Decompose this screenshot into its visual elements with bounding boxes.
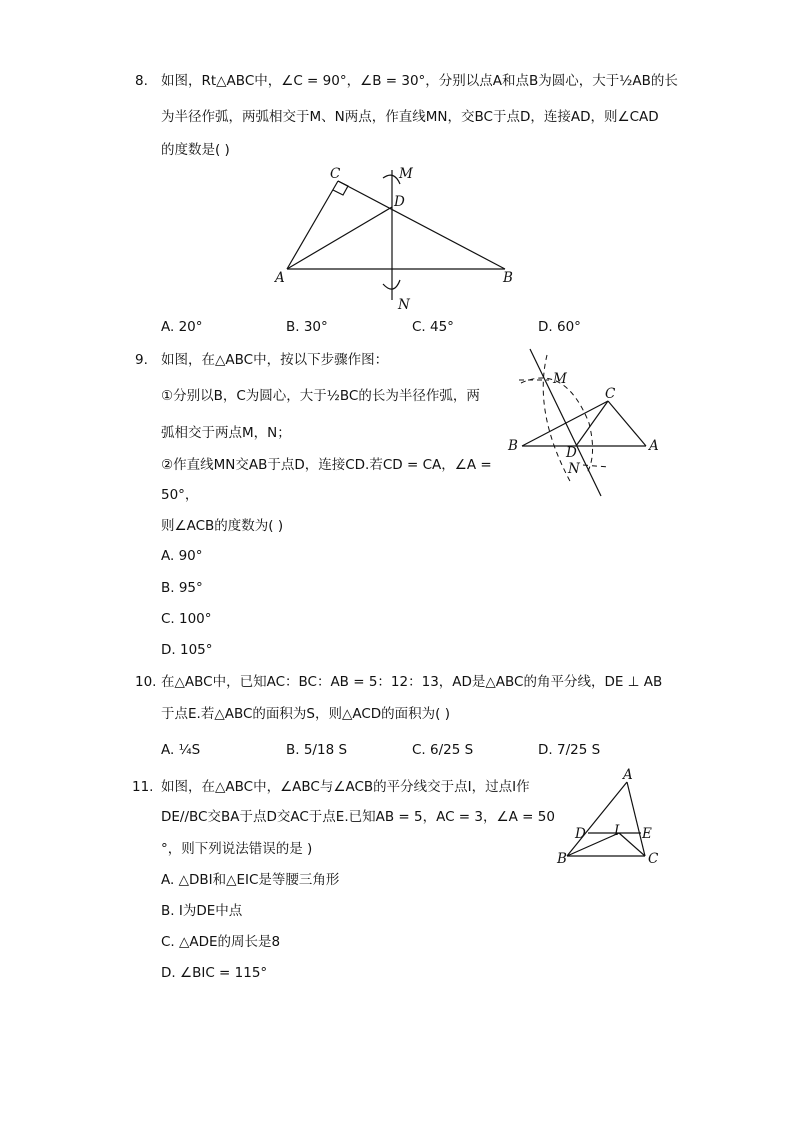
option-d[interactable]: D. ∠BIC = 115° (161, 965, 268, 981)
option-c[interactable]: C. 100° (161, 611, 212, 627)
figure-label-b: B (508, 438, 518, 454)
figure-label-m: M (553, 371, 567, 387)
question-number: 11. (132, 779, 154, 795)
option-a[interactable]: A. 20° (161, 319, 203, 335)
option-c[interactable]: C. 45° (412, 319, 454, 335)
question-text-line: 的度数是( ) (161, 142, 230, 158)
question-text-line: 50°， (161, 487, 199, 503)
side-ca (608, 401, 646, 446)
side-ab (567, 782, 627, 856)
figure-q9 (505, 343, 665, 498)
segment-ad (287, 207, 392, 269)
option-a[interactable]: A. 90° (161, 548, 203, 564)
figure-label-c: C (330, 166, 341, 182)
question-number: 8. (135, 73, 148, 89)
figure-label-b: B (557, 851, 567, 867)
segment-cd (576, 401, 608, 446)
option-b[interactable]: B. 95° (161, 580, 203, 596)
question-text-line: ①分别以B，C为圆心，大于½BC的长为半径作弧，两 (161, 388, 480, 404)
right-angle-mark (333, 181, 348, 195)
question-text-line: DE//BC交BA于点D交AC于点E.已知AB = 5，AC = 3，∠A = 50 (161, 809, 555, 825)
question-text-line: 为半径作弧，两弧相交于M、N两点，作直线MN，交BC于点D，连接AD，则∠CAD (161, 109, 659, 125)
question-text-line: 于点E.若△ABC的面积为S，则△ACD的面积为( ) (161, 706, 450, 722)
figure-label-d: D (394, 194, 405, 210)
question-text-line: 在△ABC中，已知AC：BC：AB = 5：12：13，AD是△ABC的角平分线，DE ⊥ AB (161, 674, 663, 690)
question-text-line: °，则下列说法错误的是 ) (161, 841, 313, 857)
figure-label-a: A (649, 438, 659, 454)
question-text-line: 如图，在△ABC中，∠ABC与∠ACB的平分线交于点I，过点I作 (161, 779, 530, 795)
figure-q8 (270, 162, 520, 314)
figure-label-b: B (503, 270, 513, 286)
option-d[interactable]: D. 7/25 S (538, 742, 601, 758)
option-b[interactable]: B. 30° (286, 319, 328, 335)
figure-label-e: E (642, 826, 652, 842)
option-a[interactable]: A. △DBI和△EIC是等腰三角形 (161, 872, 340, 888)
side-cb (338, 181, 505, 269)
option-d[interactable]: D. 60° (538, 319, 581, 335)
option-a[interactable]: A. ¼S (161, 742, 201, 758)
option-b[interactable]: B. I为DE中点 (161, 903, 243, 919)
question-text-line: 如图，在△ABC中，按以下步骤作图： (161, 352, 389, 368)
question-text-line: ②作直线MN交AB于点D，连接CD.若CD = CA，∠A = (161, 457, 492, 473)
figure-label-c: C (605, 386, 616, 402)
figure-label-a: A (275, 270, 285, 286)
figure-label-a: A (623, 767, 633, 783)
figure-label-n: N (568, 461, 580, 477)
arc-from-b (521, 378, 593, 473)
figure-label-n: N (398, 297, 410, 313)
option-d[interactable]: D. 105° (161, 642, 213, 658)
question-number: 10. (135, 674, 157, 690)
figure-label-d: D (575, 826, 586, 842)
option-c[interactable]: C. △ADE的周长是8 (161, 934, 281, 950)
side-ac (627, 782, 645, 856)
option-c[interactable]: C. 6/25 S (412, 742, 474, 758)
question-text-line: 则∠ACB的度数为( ) (161, 518, 284, 534)
question-text-line: 弧相交于两点M，N； (161, 425, 291, 441)
figure-label-c: C (648, 851, 659, 867)
question-text-line: 如图，Rt△ABC中，∠C = 90°，∠B = 30°，分别以点A和点B为圆心，大于½AB的长 (161, 73, 678, 89)
question-number: 9. (135, 352, 148, 368)
side-bc (522, 401, 608, 446)
side-ac (287, 181, 338, 269)
figure-label-i: I (614, 823, 620, 839)
option-b[interactable]: B. 5/18 S (286, 742, 348, 758)
figure-label-d: D (566, 445, 577, 461)
figure-label-m: M (399, 166, 413, 182)
